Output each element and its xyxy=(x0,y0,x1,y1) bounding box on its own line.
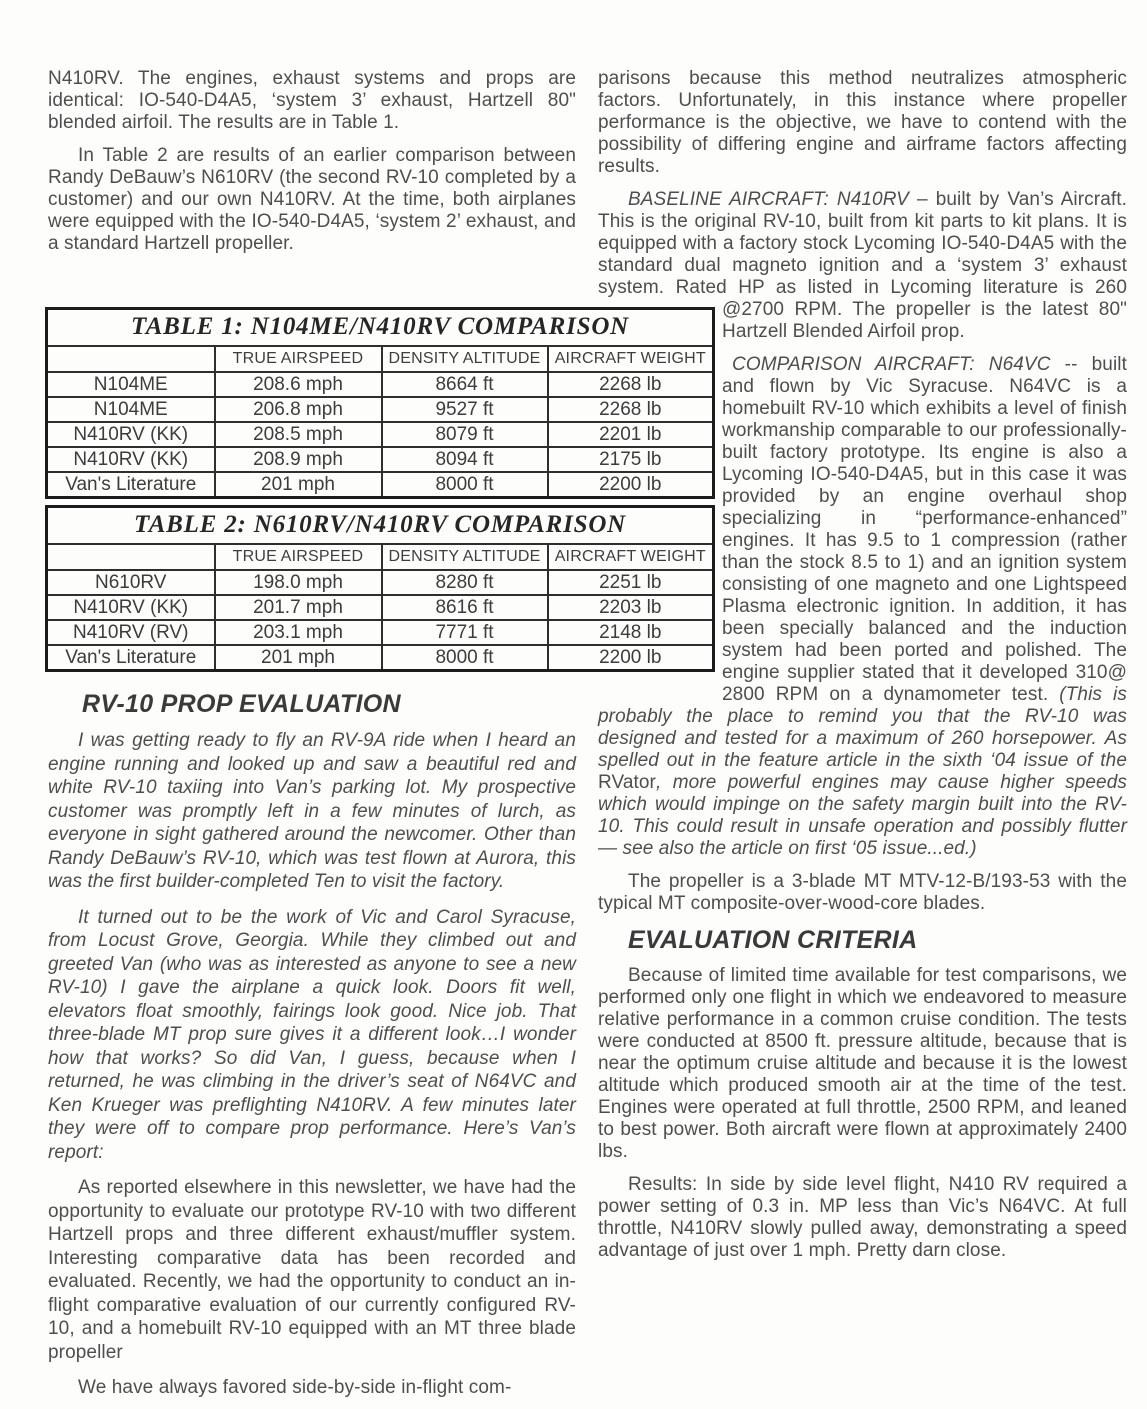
data-cell: 208.5 mph xyxy=(215,422,382,447)
data-cell: 8094 ft xyxy=(382,447,548,472)
column-header: TRUE AIRSPEED xyxy=(215,544,382,570)
editor-note: , more powerful engines may cause higher speeds which would impinge on the safety margin built into the RV-10. This could result in unsafe operation and possibly flutter — see also the article on first ‘05 issue...ed.) xyxy=(598,772,1127,859)
paragraph: Results: In side by side level flight, N410 RV required a power setting of 0.3 in. MP less than Vic’s N64VC. At full throttle, N410RV slowly pulled away, demonstrating a speed advantage of just over 1 mph. Pretty darn close. xyxy=(598,1174,1127,1261)
data-cell: 208.6 mph xyxy=(215,372,382,397)
left-column-top xyxy=(48,68,576,266)
row-label: N410RV (RV) xyxy=(47,620,215,645)
table-title: TABLE 1: N104ME/N410RV COMPARISON xyxy=(47,309,714,347)
data-cell: 201 mph xyxy=(215,472,382,498)
paragraph-continuation: parisons because this method neutralizes atmospheric factors. Unfortunately, in this instance where propeller performance is the objective, we have to contend with the possibility of differing engine and airframe factors affecting results. xyxy=(598,68,1127,177)
row-label: N104ME xyxy=(47,397,215,422)
column-header xyxy=(47,346,215,372)
data-cell: 206.8 mph xyxy=(215,397,382,422)
paragraph: The propeller is a 3-blade MT MTV-12-B/193-53 with the typical MT composite-over-wood-core blades. xyxy=(598,871,1127,914)
data-cell: 2251 lb xyxy=(548,570,714,595)
data-cell: 2175 lb xyxy=(548,447,714,472)
right-column xyxy=(598,68,1127,1398)
column-header: AIRCRAFT WEIGHT xyxy=(548,544,714,570)
paragraph: It turned out to be the work of Vic and Carol Syracuse, from Locust Grove, Georgia. While they climbed out and greeted Van (who was as interested as anyone to see a new RV-10) I gave the airplane a quick look. Doors fit well, elevators float smoothly, fairings look good. Nice job. That three-blade MT prop sure gives it a different look…I wonder how that works? So did Van, I guess, because when I returned, he was climbing in the driver’s seat of N64VC and Ken Krueger was preflighting N410RV. A few minutes later they were off to compare prop performance. Here’s Van’s report: xyxy=(48,906,576,1163)
data-cell: 8079 ft xyxy=(382,422,548,447)
row-label: N410RV (KK) xyxy=(47,422,215,447)
row-label: Van's Literature xyxy=(47,472,215,498)
paragraph: In Table 2 are results of an earlier comparison between Randy DeBauw’s N610RV (the second RV-10 completed by a customer) and our own N410RV. At the time, both airplanes were equipped with the IO-540-D4A5, ‘system 2’ exhaust, and a standard Hartzell propeller. xyxy=(48,145,576,254)
column-header: TRUE AIRSPEED xyxy=(215,346,382,372)
column-header: DENSITY ALTITUDE xyxy=(382,346,548,372)
comparison-aircraft-lead: COMPARISON AIRCRAFT: N64VC xyxy=(732,354,1051,375)
paragraph: I was getting ready to fly an RV-9A ride when I heard an engine running and looked up and saw a beautiful red and white RV-10 taxiing into Van’s parking lot. My prospective customer was promptly left in a few minutes of lurch, as everyone in sight gathered around the newcomer. Other than Randy DeBauw’s RV-10, which was test flown at Aurora, this was the first builder-completed Ten to visit the factory. xyxy=(48,730,576,892)
paragraph: Because of limited time available for test comparisons, we performed only one flight in which we endeavored to measure relative performance in a common cruise condition. The tests were conducted at 8500 ft. pressure altitude, because that is near the optimum cruise altitude and because it is the lowest altitude which produced smooth air at the time of the test. Engines were operated at full throttle, 2500 RPM, and leaned to best power. Both aircraft were flown at approximately 2400 lbs. xyxy=(598,965,1127,1162)
row-label: N104ME xyxy=(47,372,215,397)
data-cell: 201 mph xyxy=(215,645,382,671)
data-cell: 8664 ft xyxy=(382,372,548,397)
section-heading-evaluation-criteria: EVALUATION CRITERIA xyxy=(628,926,918,954)
data-cell: 2200 lb xyxy=(548,472,714,498)
data-cell: 2268 lb xyxy=(548,397,714,422)
table-title: TABLE 2: N610RV/N410RV COMPARISON xyxy=(47,507,714,545)
data-cell: 8280 ft xyxy=(382,570,548,595)
data-cell: 201.7 mph xyxy=(215,595,382,620)
baseline-aircraft-lead: BASELINE AIRCRAFT: N410RV xyxy=(628,189,909,210)
data-cell: 208.9 mph xyxy=(215,447,382,472)
data-cell: 2200 lb xyxy=(548,645,714,671)
data-cell: 8616 ft xyxy=(382,595,548,620)
data-cell: 2148 lb xyxy=(548,620,714,645)
row-label: N410RV (KK) xyxy=(47,447,215,472)
data-cell: 9527 ft xyxy=(382,397,548,422)
data-cell: 198.0 mph xyxy=(215,570,382,595)
data-cell: 203.1 mph xyxy=(215,620,382,645)
data-cell: 2268 lb xyxy=(548,372,714,397)
data-cell: 7771 ft xyxy=(382,620,548,645)
row-label: N410RV (KK) xyxy=(47,595,215,620)
paragraph: As reported elsewhere in this newsletter, we have had the opportunity to evaluate our prototype RV-10 with two different Hartzell props and three different exhaust/muffler system. Interesting comparative data has been recorded and evaluated. Recently, we had the opportunity to conduct an in-flight comparative evaluation of our currently configured RV-10, and a homebuilt RV-10 equipped with an MT three blade propeller xyxy=(48,1177,576,1363)
baseline-aircraft-body: – built by Van’s Aircraft. This is the original RV-10, built from kit parts to kit plans. It is equipped with a factory stock Lycoming IO-540-D4A5 with the standard dual magneto ignition and a ‘system 3’ exhaust system. Rated HP as listed in Lycoming literature is 260 @2700 RPM. The propeller is the latest 80" Hartzell Blended Airfoil prop. xyxy=(598,189,1128,342)
paragraph-continuation: N410RV. The engines, exhaust systems and props are identical: IO-540-D4A5, ‘system 3’ exhaust, Hartzell 80" blended airfoil. The results are in Table 1. xyxy=(48,68,576,133)
data-cell: 8000 ft xyxy=(382,645,548,671)
section-heading-rv10-prop-evaluation: RV-10 PROP EVALUATION xyxy=(82,690,401,718)
editor-note: (This is probably the place to remind you that the RV-10 was designed and tested for a maximum of 260 horsepower. As spelled out in the feature article in the sixth ‘04 issue of the xyxy=(598,684,1127,771)
column-header xyxy=(47,544,215,570)
left-column-bottom xyxy=(48,684,576,1409)
data-cell: 2201 lb xyxy=(548,422,714,447)
data-cell: 8000 ft xyxy=(382,472,548,498)
comparison-aircraft-body: -- built and flown by Vic Syracuse. N64VC is a homebuilt RV-10 which exhibits a level of finish workmanship comparable to our professionally-built factory prototype. Its engine is also a Lycoming IO-540-D4A5, but in this case it was provided by an engine overhaul shop specializing in “performance-enhanced” engines. It has 9.5 to 1 compression (rather than the stock 8.5 to 1) and an ignition system consisting of one magneto and one Lightspeed Plasma electronic ignition. In addition, it has been specially balanced and the induction system had been ported and polished. The engine supplier stated that it developed 310@ 2800 RPM on a dynamometer test. xyxy=(722,354,1127,705)
row-label: Van's Literature xyxy=(47,645,215,671)
column-header: DENSITY ALTITUDE xyxy=(382,544,548,570)
editor-note-upright: RVator xyxy=(598,772,656,793)
row-label: N610RV xyxy=(47,570,215,595)
column-header: AIRCRAFT WEIGHT xyxy=(548,346,714,372)
paragraph: We have always favored side-by-side in-flight com- xyxy=(78,1377,512,1398)
data-cell: 2203 lb xyxy=(548,595,714,620)
